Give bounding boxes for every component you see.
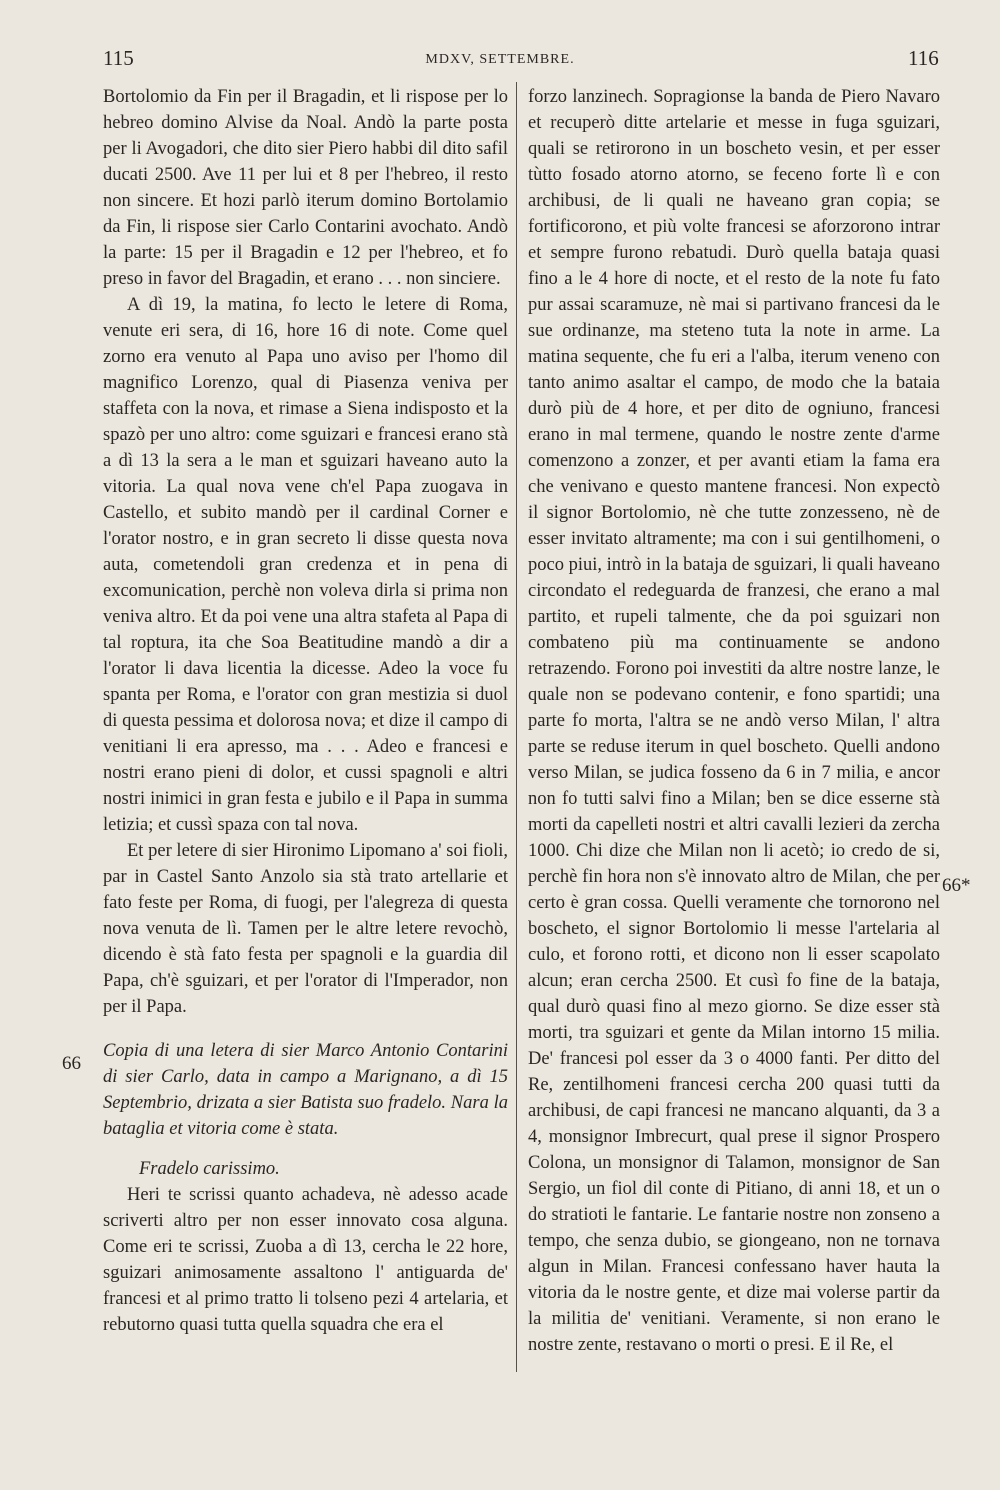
running-title: MDXV, SETTEMBRE. bbox=[425, 52, 575, 67]
paragraph: Heri te scrissi quanto achadeva, nè adesso acade scriverti altro per non esser innovato cosa alguna. Come eri te scrissi, Zuoba a dì 13, cercha le 22 hore, sguizari animosamente assaltono l' antiguarda de' francesi et al primo tratto li tolseno pezi 4 artelaria, et rebutorno quasi tutta quella squadra che era el bbox=[103, 1185, 508, 1335]
paragraph: forzo lanzinech. Sopragionse la banda de Piero Navaro et recuperò ditte artelarie et messe in fuga sguizari, quali se retirorono in un boscheto vesin, et per esser tùtto fosado atorno atorno, se feceno forte lì e con archibusi, de li quali ne haveano gran copia; se fortificorono, et più volte francesi se aforzorono intrar et sempre furono rebatudi. Durò quella bataja quasi fino a le 4 hore di nocte, et el resto de la note fu fato pur assai scaramuze, nè mai si partivano francesi da le sue ordinanze, ma steteno tuta la note in arme. La matina sequente, che fu eri a l'alba, iterum veneno con tanto animo asaltar el campo, de modo che la bataia durò più de 4 hore, et per dito de ogniuno, francesi erano in mal termene, quando le nostre zente d'arme comenzono a zonzer, et per avanti etiam la fama era che venivano e questo mantene francesi. Non expectò il signor Bortolomio, nè che tutte zonzesseno, nè de esser invitato altramente; ma con i sui gentilhomeni, o poco piui, intrò in la bataja de sguizari, li quali haveano circondato el redeguarda de franzesi, che erano a mal partito, et rupeli talmente, che da poi sguizari non combateno più ma continuamente se andono retrazendo. Forono poi investiti da altre nostre lanze, le quale non se podevano contenir, e fono spartidi; una parte fo morta, l'altra se ne andò verso Milan, l' altra parte se reduse iterum in quel boscheto. Quelli andono verso Milan, se judica fosseno da 6 in 7 milia, e ancor non fo tutti salvi fino a Milan; ben se dice esserne stà morti da capelleti nostri et altri cavalli lezieri da zercha 1000. Chi dize che Milan non li acetò; io credo de si, perchè fin hora non s'è innovato altro de Milan, che per certo è gran cossa. Quelli veramente che tornorono nel boscheto, el signor Bortolomio li messe l'artelaria al culo, et forono rotti, et dicono non li esser scapolato alcun; eran cercha 2500. Et cusì fo fine de la bataja, qual durò quasi fino al mezo giorno. Se dize esser stà morti, tra sguizari et gente da Milan intorno 15 milia. De' francesi pol esser da 3 o 4000 fanti. Per ditto del Re, zentilhomeni francesi cercha 200 quasi tutti da archibusi, de capi francesi ne mancano alquanti, da 3 a 4, monsignor Imbrecurt, qual prese il signor Prospero Colona, un monsignor di Talamon, monsignor de San Sergio, un fiol dil conte di Pitiano, di anni 18, et un o do stratioti le fantarie. Le fantarie nostre non zonseno a tempo, che senza dubio, se giongeano, non ne tornava algun in Milan. Francesi confessano haver hauta la vitoria da le nostre gente, et dize mai volerse partir da la militia de' venitiani. Veramente, si non erano le nostre zente, restavano o morti o presi. E il Re, el bbox=[528, 87, 941, 1355]
paragraph: Et per letere di sier Hironimo Lipomano a' soi fioli, par in Castel Santo Anzolo sia stà trato artellarie et fato feste per Roma, di fuogi, per l'alegreza di questa nova venuta de lì. Tamen per le altre letere revochò, dicendo è stà fato festa per spagnoli e la guardia dil Papa, ch'è sguizari, et per l'orator di l'Imperador, non per il Papa. bbox=[103, 841, 508, 1017]
margin-number-right: 66* bbox=[942, 875, 971, 896]
left-column bbox=[103, 84, 508, 1338]
column-divider bbox=[516, 82, 517, 1372]
letter-salutation: Fradelo carissimo. bbox=[139, 1159, 280, 1179]
page-number-right: 116 bbox=[908, 46, 939, 70]
paragraph: A dì 19, la matina, fo lecto le letere di Roma, venute eri sera, di 16, hore 16 di note. Come quel zorno era venuto al Papa uno aviso per l'homo dil magnifico Lorenzo, qual di Piasenza veniva per staffeta con la nova, et rimase a Siena indisposto et la spazò per uno altro: come sguizari e francesi erano stà a dì 13 la sera a le man et sguizari haveano auto la vitoria. La qual nova vene ch'el Papa zuogava in Castello, et subito mandò per il cardinal Corner e l'orator nostro, e in gran secreto li disse questa nova auta, cometendoli gran credenza et in pena di excomunication, perchè non voleva dirla si prima non veniva altro. Et da poi vene una altra stafeta al Papa di tal roptura, ita che Soa Beatitudine mandò a dir a l'orator li dava licentia la dicesse. Adeo la voce fu spanta per Roma, e l'orator con gran mestizia si duol di questa pessima et dolorosa nova; et dize il campo di venitiani li era apresso, ma . . . Adeo e francesi e nostri erano pieni di dolor, et cussi spagnoli e altri nostri inimici in gran festa e jubilo e il Papa in summa letizia; et cussì spaza con tal nova. bbox=[103, 295, 508, 835]
margin-number-left: 66 bbox=[62, 1053, 81, 1074]
page-number-left: 115 bbox=[103, 46, 134, 70]
letter-heading: Copia di una letera di sier Marco Antonio Contarini di sier Carlo, data in campo a Marignano, a dì 15 Septembrio, drizata a sier Batista suo fradelo. Nara la bataglia et vitoria come è stata. bbox=[103, 1041, 508, 1139]
page-header bbox=[0, 46, 1000, 76]
paragraph: Bortolomio da Fin per il Bragadin, et li rispose per lo hebreo domino Alvise da Noal. Andò la parte posta per li Avogadori, che dito sier Piero habbi dil dito safil ducati 2500. Ave 11 per lui et 8 per l'hebreo, il resto non sincere. Et hozi parlò iterum domino Bortolamio da Fin, li rispose sier Carlo Contarini avochato. Andò la parte: 15 per il Bragadin e 12 per l'hebreo, et fo preso in favor del Bragadin, et erano . . . non sinciere. bbox=[103, 87, 508, 289]
right-column bbox=[528, 84, 940, 1358]
